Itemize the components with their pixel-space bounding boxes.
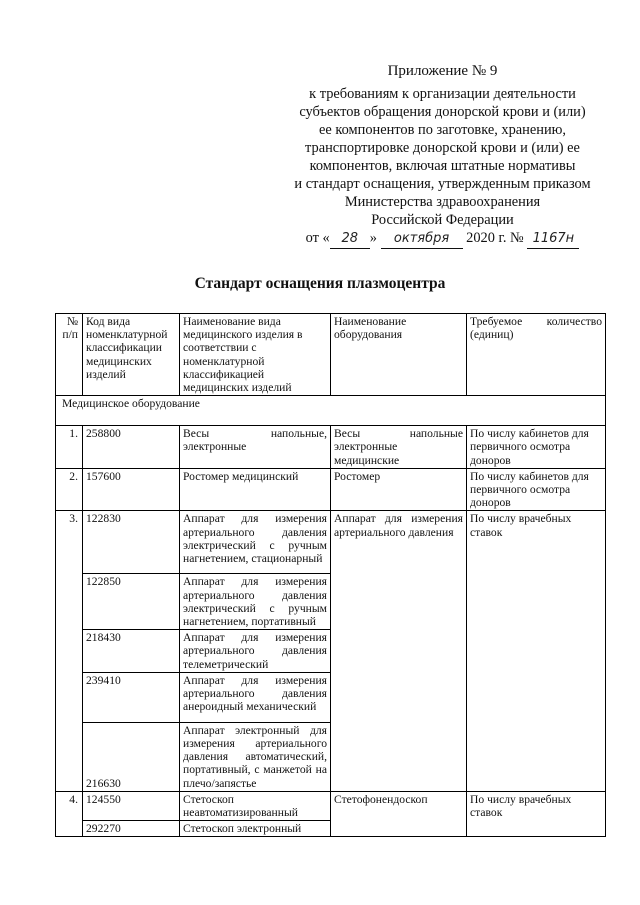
cell-device: Аппарат для измерения артериального давления электрический с ручным нагнетением, портативный <box>180 574 331 630</box>
cell-device: Ростомер медицинский <box>180 468 331 511</box>
header-device-name: Наименование вида медицинского изделия в соответствии с номенклатурной классификацией медицинских изделий <box>180 314 331 396</box>
header-equipment-name: Наименование оборудования <box>331 314 467 396</box>
header-line: и стандарт оснащения, утвержденным приказом <box>294 176 591 192</box>
header-num: № п/п <box>56 314 83 396</box>
header-line: к требованиям к организации деятельности <box>309 86 576 102</box>
cell-num: 3. <box>56 511 83 791</box>
cell-equipment: Весы напольные электронные медицинские <box>331 426 467 469</box>
header-line: Министерства здравоохранения <box>344 194 541 210</box>
table-row <box>56 426 606 469</box>
cell-num: 2. <box>56 468 83 511</box>
cell-code: 292270 <box>83 821 180 837</box>
order-day-handwritten: 28 <box>330 230 370 249</box>
cell-device: Стетоскоп неавтоматизированный <box>180 791 331 820</box>
cell-code: 124550 <box>83 791 180 820</box>
cell-equipment: Ростомер <box>331 468 467 511</box>
cell-device: Аппарат для измерения артериального давления анероидный механический <box>180 672 331 722</box>
order-date-number-line <box>280 229 605 249</box>
header-line: ее компонентов по заготовке, хранению, <box>318 122 567 138</box>
document-title: Стандарт оснащения плазмоцентра <box>194 275 446 292</box>
order-month-handwritten: октября <box>381 230 463 249</box>
cell-device: Аппарат для измерения артериального давления телеметрический <box>180 630 331 673</box>
table-header-row <box>56 314 606 396</box>
cell-code: 216630 <box>83 722 180 791</box>
cell-code: 218430 <box>83 630 180 673</box>
equipment-standard-table <box>55 313 606 837</box>
header-quantity: Требуемое количество (единиц) <box>467 314 606 396</box>
cell-equipment: Аппарат для измерения артериального давления <box>331 511 467 791</box>
cell-code: 258800 <box>83 426 180 469</box>
cell-quantity: По числу врачебных ставок <box>467 511 606 791</box>
header-line: Российской Федерации <box>371 212 514 228</box>
appendix-title: Приложение № 9 <box>387 63 498 79</box>
cell-code: 122850 <box>83 574 180 630</box>
table-row <box>56 468 606 511</box>
cell-equipment: Стетофонендоскоп <box>331 791 467 837</box>
order-year-label: 2020 г. № <box>466 230 524 246</box>
cell-quantity: По числу кабинетов для первичного осмотра доноров <box>467 426 606 469</box>
table-row <box>56 511 606 574</box>
cell-quantity: По числу кабинетов для первичного осмотра доноров <box>467 468 606 511</box>
cell-device: Аппарат электронный для измерения артериального давления автоматический, портативный, с манжетой на плечо/запястье <box>180 722 331 791</box>
order-number-handwritten: 1167н <box>527 230 579 249</box>
section-row <box>56 396 606 426</box>
cell-device: Весы напольные, электронные <box>180 426 331 469</box>
section-title: Медицинское оборудование <box>56 396 606 426</box>
appendix-header <box>280 62 605 249</box>
order-mid: » <box>369 230 377 246</box>
cell-code: 122830 <box>83 511 180 574</box>
cell-code: 239410 <box>83 672 180 722</box>
cell-num: 4. <box>56 791 83 837</box>
cell-code: 157600 <box>83 468 180 511</box>
cell-num: 1. <box>56 426 83 469</box>
header-line: транспортировке донорской крови и (или) ее <box>305 140 580 156</box>
table-row <box>56 791 606 820</box>
cell-quantity: По числу врачебных ставок <box>467 791 606 837</box>
header-line: субъектов обращения донорской крови и (или) <box>299 104 586 120</box>
order-prefix: от « <box>305 230 330 246</box>
header-code: Код вида номенклатурной классификации медицинских изделий <box>83 314 180 396</box>
cell-device: Стетоскоп электронный <box>180 821 331 837</box>
header-line: компонентов, включая штатные нормативы <box>309 158 576 174</box>
cell-device: Аппарат для измерения артериального давления электрический с ручным нагнетением, стационарный <box>180 511 331 574</box>
